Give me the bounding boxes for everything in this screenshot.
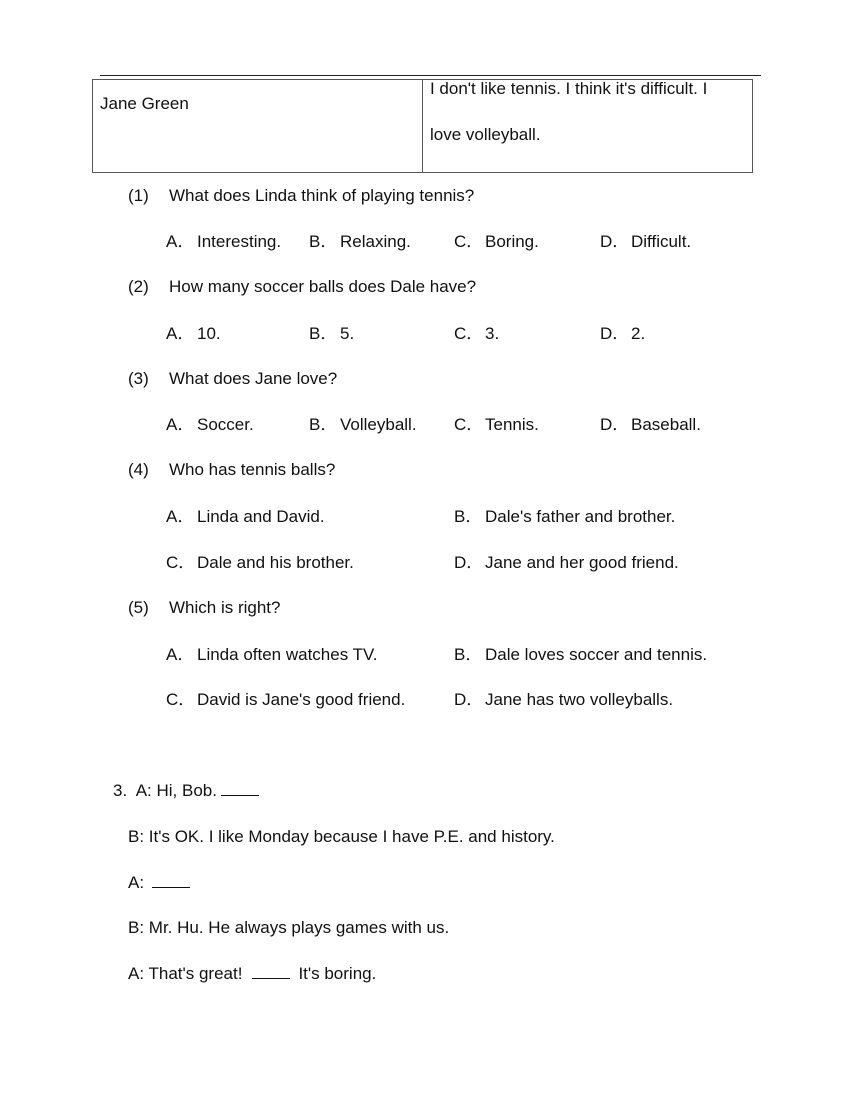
option-3c[interactable]	[454, 414, 539, 436]
option-3b[interactable]	[309, 414, 417, 436]
dialogue-text: B: It's OK. I like Monday because I have P.E. and history.	[128, 827, 555, 846]
option-text: Baseball.	[631, 415, 701, 434]
option-text: 2.	[631, 324, 646, 343]
dialogue-text: It's boring.	[298, 964, 377, 983]
option-4d[interactable]	[454, 552, 679, 574]
section-number: 3.	[113, 781, 128, 800]
option-4c[interactable]	[166, 552, 354, 574]
option-text: Soccer.	[197, 415, 254, 434]
option-text: Interesting.	[197, 232, 282, 251]
question-3	[128, 368, 337, 390]
option-letter: C．	[166, 553, 196, 572]
question-number: (4)	[128, 460, 149, 479]
question-text: What does Linda think of playing tennis?	[169, 186, 475, 205]
option-1a[interactable]	[166, 231, 281, 253]
option-letter: D．	[600, 324, 630, 343]
option-2d[interactable]	[600, 323, 645, 345]
option-text: Jane has two volleyballs.	[485, 690, 674, 709]
dialogue-line-1	[113, 780, 263, 802]
option-letter: A．	[166, 232, 195, 251]
dialogue-text: A:	[128, 873, 145, 892]
question-4	[128, 459, 335, 481]
answer-blank-1[interactable]	[221, 781, 259, 796]
option-5b[interactable]	[454, 644, 707, 666]
option-text: 3.	[485, 324, 500, 343]
option-letter: B．	[454, 645, 483, 664]
dialogue-line-3	[128, 872, 194, 894]
question-text: Which is right?	[169, 598, 281, 617]
option-letter: C．	[454, 324, 484, 343]
option-4b[interactable]	[454, 506, 675, 528]
option-1d[interactable]	[600, 231, 691, 253]
option-letter: D．	[454, 553, 484, 572]
option-letter: A．	[166, 324, 195, 343]
option-text: 5.	[340, 324, 355, 343]
question-number: (1)	[128, 186, 149, 205]
option-letter: A．	[166, 415, 195, 434]
option-2a[interactable]	[166, 323, 221, 345]
question-text: What does Jane love?	[169, 369, 338, 388]
option-2c[interactable]	[454, 323, 499, 345]
option-text: Jane and her good friend.	[485, 553, 679, 572]
dialogue-line-5	[128, 963, 376, 985]
option-text: David is Jane's good friend.	[197, 690, 406, 709]
option-text: Difficult.	[631, 232, 692, 251]
question-number: (2)	[128, 277, 149, 296]
option-letter: B．	[454, 507, 483, 526]
option-1b[interactable]	[309, 231, 411, 253]
option-text: Dale loves soccer and tennis.	[485, 645, 708, 664]
option-letter: B．	[309, 415, 338, 434]
dialogue-text: A: That's great!	[128, 964, 243, 983]
question-number: (3)	[128, 369, 149, 388]
option-letter: A．	[166, 507, 195, 526]
table-cell-name: Jane Green	[93, 80, 423, 172]
option-5a[interactable]	[166, 644, 378, 666]
option-2b[interactable]	[309, 323, 354, 345]
table-cell-comment	[423, 66, 752, 158]
option-text: 10.	[197, 324, 221, 343]
comment-line-2: love volleyball.	[429, 125, 541, 144]
option-4a[interactable]	[166, 506, 325, 528]
question-5	[128, 597, 280, 619]
option-3d[interactable]	[600, 414, 701, 436]
option-text: Boring.	[485, 232, 539, 251]
question-number: (5)	[128, 598, 149, 617]
answer-blank-3[interactable]	[252, 964, 290, 979]
option-letter: A．	[166, 645, 195, 664]
option-5c[interactable]	[166, 689, 405, 711]
comment-line-1: I don't like tennis. I think it's difficult. I	[429, 79, 708, 98]
option-3a[interactable]	[166, 414, 254, 436]
option-letter: B．	[309, 324, 338, 343]
option-letter: C．	[454, 415, 484, 434]
info-table	[92, 79, 753, 173]
option-text: Volleyball.	[340, 415, 417, 434]
option-letter: D．	[600, 232, 630, 251]
option-text: Relaxing.	[340, 232, 411, 251]
question-1	[128, 185, 474, 207]
option-text: Dale and his brother.	[197, 553, 354, 572]
question-2	[128, 276, 476, 298]
dialogue-text: B: Mr. Hu. He always plays games with us.	[128, 918, 450, 937]
option-5d[interactable]	[454, 689, 673, 711]
dialogue-line-4	[128, 917, 449, 939]
answer-blank-2[interactable]	[152, 873, 190, 888]
option-text: Linda and David.	[197, 507, 325, 526]
option-text: Linda often watches TV.	[197, 645, 378, 664]
option-1c[interactable]	[454, 231, 539, 253]
option-letter: C．	[166, 690, 196, 709]
dialogue-line-2	[128, 826, 555, 848]
option-letter: D．	[600, 415, 630, 434]
option-letter: C．	[454, 232, 484, 251]
option-letter: B．	[309, 232, 338, 251]
dialogue-text: A: Hi, Bob.	[135, 781, 217, 800]
option-text: Tennis.	[485, 415, 539, 434]
question-text: How many soccer balls does Dale have?	[169, 277, 477, 296]
question-text: Who has tennis balls?	[169, 460, 336, 479]
option-text: Dale's father and brother.	[485, 507, 676, 526]
option-letter: D．	[454, 690, 484, 709]
